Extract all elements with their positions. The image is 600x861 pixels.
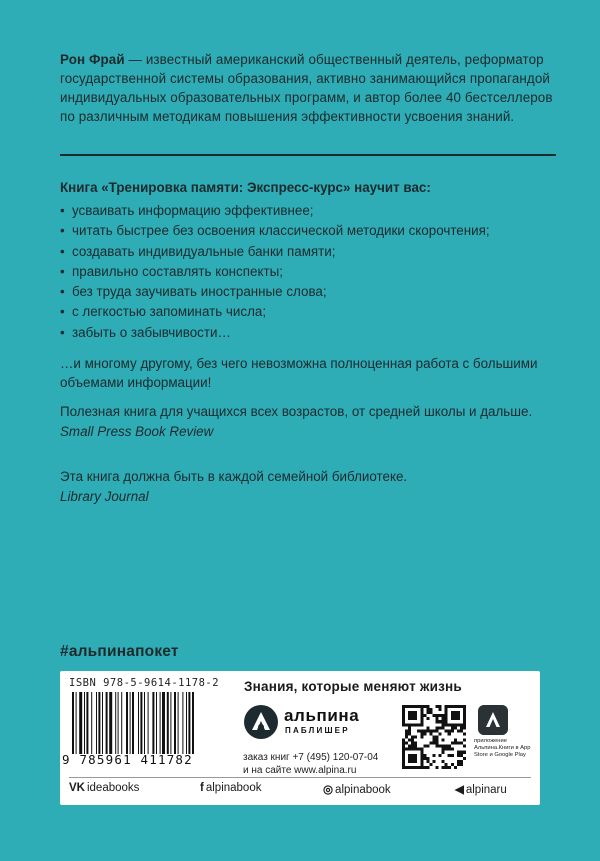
list-item: • правильно составлять конспекты; (60, 263, 283, 279)
review-source: Library Journal (60, 489, 149, 504)
social-telegram[interactable] (455, 782, 507, 796)
order-site: и на сайте www.alpina.ru (243, 765, 357, 776)
review-source: Small Press Book Review (60, 424, 214, 439)
alpina-logo-icon (243, 704, 279, 740)
review-quotes (60, 402, 560, 506)
list-item: • усваивать информацию эффективнее; (60, 203, 314, 218)
section-divider (60, 154, 556, 156)
list-item: • с легкостью запоминать числа; (60, 304, 267, 320)
social-facebook[interactable] (200, 782, 261, 794)
telegram-icon: ◀ (455, 784, 464, 796)
review-quote: Полезная книга для учащихся всех возрастов, от средней школы и дальше. (60, 404, 533, 419)
list-item-text: без труда заучивать иностранные слова; (72, 284, 327, 300)
barcode-number: 9 785961 411782 (62, 752, 193, 767)
teaser-list (60, 201, 560, 342)
publisher-logo (243, 704, 403, 744)
list-item: • создавать индивидуальные банки памяти; (60, 243, 336, 259)
hashtag: #альпинапокет (60, 643, 179, 660)
list-item-text: с легкостью запоминать числа; (72, 304, 267, 320)
book-teaser (60, 178, 560, 392)
list-item-text: читать быстрее без освоения классической методики скорочтения; (72, 223, 490, 239)
app-promo (474, 705, 534, 769)
isbn: ISBN 978-5-9614-1178-2 (69, 677, 220, 689)
list-item: • без труда заучивать иностранные слова; (60, 284, 327, 300)
author-bio (60, 50, 560, 126)
author-bio-text: — известный американский общественный деятель, реформатор государственной системы образования, активно занимающийся пропагандой индивидуальных образовательных программ, и автор более 40 бестселлеров по различным методикам повышения эффективности усвоения знаний. (60, 52, 553, 124)
list-item-text: правильно составлять конспекты; (72, 263, 283, 279)
vk-icon: VK (69, 782, 85, 794)
list-item: • забыть о забывчивости… (60, 324, 231, 340)
publisher-tagline: Знания, которые меняют жизнь (244, 679, 462, 694)
teaser-heading: Книга «Тренировка памяти: Экспресс-курс» научит вас: (60, 180, 431, 195)
teaser-tail: …и многому другому, без чего невозможна полноценная работа с большими объемами информации! (60, 355, 538, 390)
social-vk[interactable] (69, 782, 139, 794)
qr-code (402, 705, 466, 769)
publisher-panel (60, 671, 540, 805)
social-links (69, 782, 531, 798)
list-item-text: создавать индивидуальные банки памяти; (72, 243, 336, 259)
order-info (243, 751, 378, 777)
social-label: alpinabook (205, 782, 262, 794)
logo-name: альпина (284, 706, 360, 725)
social-label: alpinaru (465, 784, 507, 796)
social-label: alpinabook (335, 784, 391, 796)
panel-divider (69, 777, 531, 778)
order-phone: заказ книг +7 (495) 120-07-04 (243, 752, 379, 763)
social-instagram[interactable] (323, 782, 391, 796)
social-label: ideabooks (86, 782, 140, 794)
facebook-icon: f (200, 782, 204, 794)
logo-subtitle: ПАБЛИШЕР (285, 726, 350, 735)
app-icon (478, 705, 508, 735)
list-item-text: забыть о забывчивости… (72, 324, 231, 340)
list-item: • читать быстрее без освоения классической методики скорочтения; (60, 223, 490, 239)
barcode (70, 692, 234, 754)
author-name: Рон Фрай (60, 52, 125, 67)
review-quote: Эта книга должна быть в каждой семейной библиотеке. (60, 469, 408, 484)
instagram-icon: ◎ (323, 784, 334, 796)
app-promo-text: приложение Альпина.Книги в App Store и Google Play (474, 738, 531, 758)
list-item-text: усваивать информацию эффективнее; (72, 203, 314, 218)
